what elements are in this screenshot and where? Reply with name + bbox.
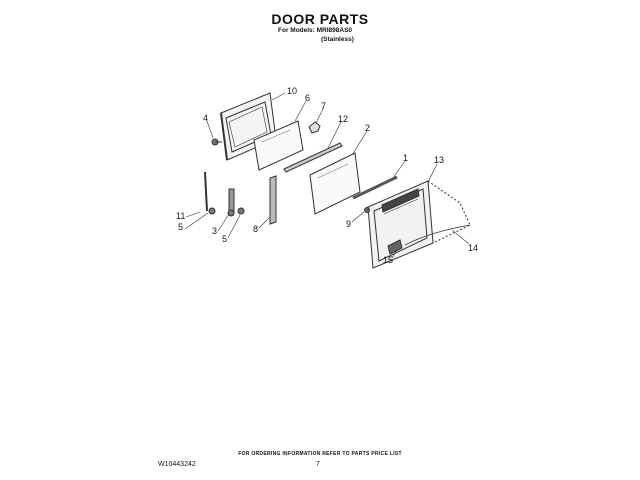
hinge-rod-part-11 [205,172,207,211]
page-number: 7 [316,461,320,468]
callout-12: 12 [338,114,349,124]
callout-11: 11 [176,211,186,221]
callout-13: 13 [434,155,445,165]
callout-3: 3 [212,226,218,236]
page-title: DOOR PARTS [271,11,369,27]
callout-7: 7 [321,101,327,111]
callout-5-left: 5 [178,222,184,232]
callout-15: 15 [383,255,394,265]
callout-10: 10 [287,86,298,96]
document-number: W10443242 [158,461,196,468]
callout-2: 2 [365,123,371,133]
screw-part-4 [212,139,222,145]
callout-8: 8 [253,224,259,234]
clip-part-7 [309,122,320,133]
side-trim-part-8 [270,176,276,224]
callout-6: 6 [305,93,311,103]
screw-part-9 [365,208,370,213]
callout-1: 1 [403,153,409,163]
ordering-note: FOR ORDERING INFORMATION REFER TO PARTS PRICE LIST [238,451,402,457]
model-line: For Models: MRI898AS0 [278,27,353,34]
glass-panel-front [310,153,360,214]
callout-5-right: 5 [222,234,228,244]
callout-4: 4 [203,113,209,123]
outer-door-panel [368,181,433,268]
callout-14: 14 [468,243,479,253]
callout-9: 9 [346,219,352,229]
variant-line: (Stainless) [321,36,354,43]
hinge-assembly [228,189,244,216]
